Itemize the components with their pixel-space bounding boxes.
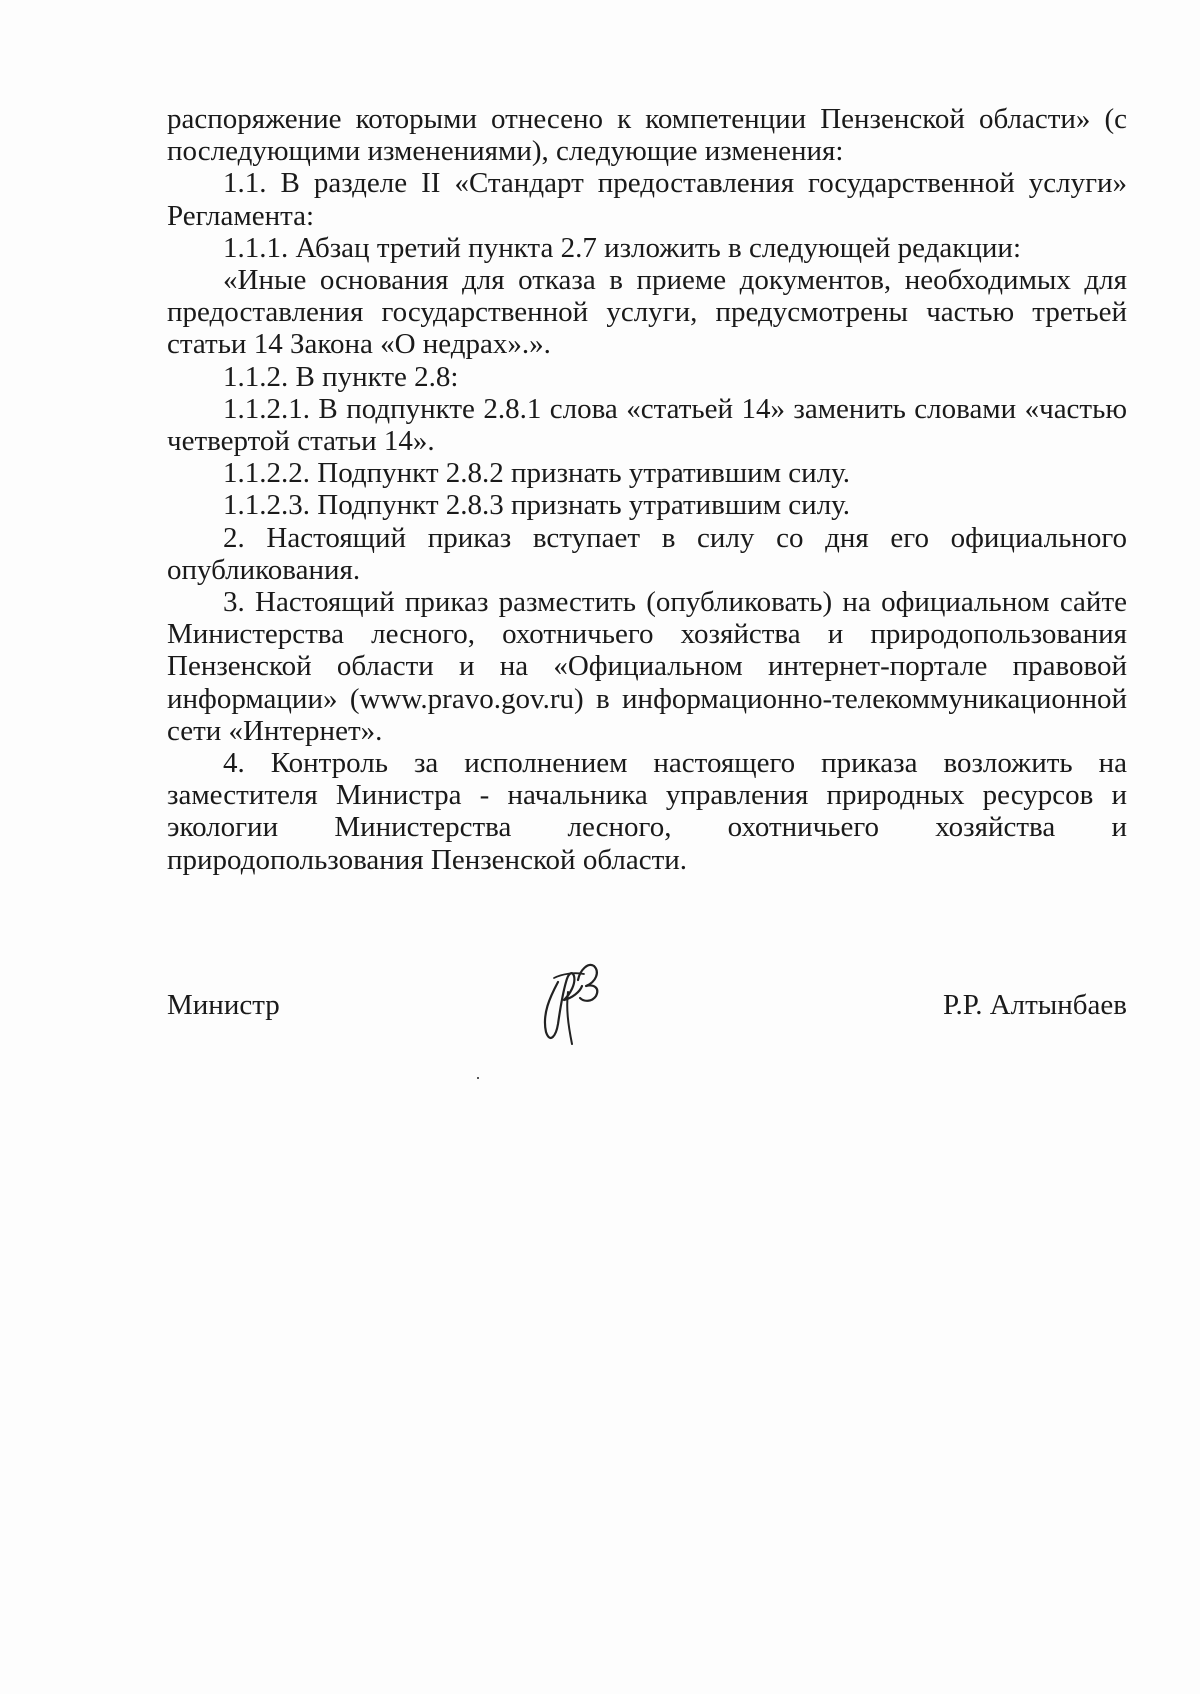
handwritten-signature [528, 952, 608, 1052]
paragraph: распоряжение которыми отнесено к компетенции Пензенской области» (с последующими изменениями), следующие изменения: [167, 103, 1127, 168]
signatory-title: Министр [167, 989, 280, 1021]
paragraph: 1.1.1. Абзац третий пункта 2.7 изложить в следующей редакции: [223, 231, 1021, 264]
paragraph: 1.1.2. В пункте 2.8: [223, 360, 459, 393]
paragraph: 1.1. В разделе II «Стандарт предоставления государственной услуги» Регламента: [167, 167, 1127, 232]
signatory-name: Р.Р. Алтынбаев [942, 989, 1127, 1021]
paragraph: 3. Настоящий приказ разместить (опубликовать) на официальном сайте Министерства лесного, охотничьего хозяйства и природопользования Пензенской области и на «Официальном интернет-портале правовой информации» (www.pravo.gov.ru) в информационно-телекоммуникационной сети «Интернет». [167, 586, 1127, 747]
scan-speck [477, 1077, 479, 1079]
paragraph: «Иные основания для отказа в приеме документов, необходимых для предоставления государственной услуги, предусмотрены частью третьей статьи 14 Закона «О недрах».». [167, 264, 1127, 361]
document-body [167, 103, 1127, 876]
signature-block [167, 985, 1127, 1025]
paragraph: 1.1.2.2. Подпункт 2.8.2 признать утратившим силу. [223, 457, 851, 490]
paragraph: 4. Контроль за исполнением настоящего приказа возложить на заместителя Министра - начальника управления природных ресурсов и экологии Министерства лесного, охотничьего хозяйства и природопользования Пензенской области. [167, 747, 1127, 876]
paragraph: 1.1.2.3. Подпункт 2.8.3 признать утратившим силу. [223, 489, 851, 522]
paragraph: 1.1.2.1. В подпункте 2.8.1 слова «статьей 14» заменить словами «частью четвертой статьи 14». [167, 392, 1127, 458]
paragraph: 2. Настоящий приказ вступает в силу со дня его официального опубликования. [167, 521, 1127, 586]
